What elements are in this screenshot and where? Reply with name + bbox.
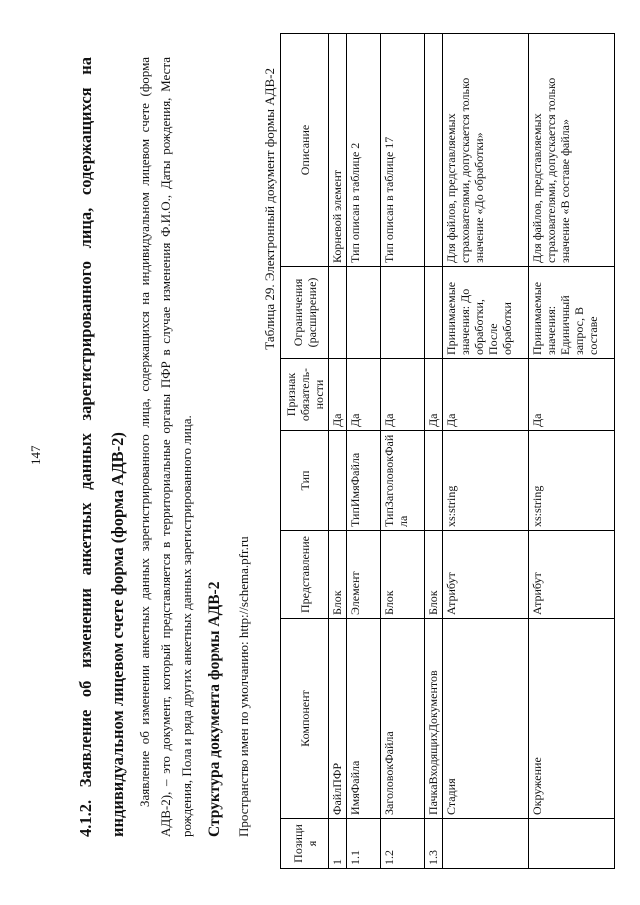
- table-cell: xs:string: [529, 431, 615, 531]
- adv2-structure-table: [280, 33, 615, 869]
- table-cell: Стадия: [443, 619, 529, 819]
- table-cell: Для файлов, представляемых страхователями, допускается только значение «До обработки»: [443, 34, 529, 267]
- table-header-row: [281, 34, 329, 869]
- section-heading: 4.1.2. Заявление об изменении анкетных данных зарегистрированного лица, содержащихся на индивидуальном лицевом счете форма (форма АДВ-2): [76, 57, 127, 837]
- table-cell: Принимаемые значения: Единичный запрос, В составе: [529, 267, 615, 359]
- table-cell: 1.3: [425, 819, 443, 869]
- column-header: Тип: [281, 431, 329, 531]
- table-cell: 1: [329, 819, 347, 869]
- table-row: [425, 34, 443, 869]
- table-cell: [425, 431, 443, 531]
- table-cell: [443, 819, 529, 869]
- table-cell: ЗаголовокФайла: [381, 619, 425, 819]
- table-cell: ПачкаВходящихДокументов: [425, 619, 443, 819]
- table-row: [329, 34, 347, 869]
- structure-heading: Структура документа формы АДВ-2: [206, 581, 223, 837]
- table-cell: Тип описан в таблице 17: [381, 34, 425, 267]
- table-cell: ИмяФайла: [347, 619, 381, 819]
- table-cell: Атрибут: [443, 531, 529, 619]
- column-header: Признак обязатель-ности: [281, 359, 329, 431]
- table-cell: Элемент: [347, 531, 381, 619]
- table-cell: Принимаемые значения: До обработки, После обработки: [443, 267, 529, 359]
- table-cell: Да: [529, 359, 615, 431]
- table-cell: [425, 34, 443, 267]
- namespace-line: Пространство имен по умолчанию: http://schema.pfr.ru: [236, 536, 251, 837]
- column-header: Описание: [281, 34, 329, 267]
- table-cell: Атрибут: [529, 531, 615, 619]
- column-header: Компонент: [281, 619, 329, 819]
- table-cell: Блок: [381, 531, 425, 619]
- table-cell: Да: [347, 359, 381, 431]
- column-header: Позиция: [281, 819, 329, 869]
- table-cell: [329, 267, 347, 359]
- table-cell: ФайлПФР: [329, 619, 347, 819]
- table-cell: [529, 819, 615, 869]
- table-cell: Да: [329, 359, 347, 431]
- table-caption: Таблица 29. Электронный документ формы АДВ-2: [262, 68, 277, 350]
- column-header: Представление: [281, 531, 329, 619]
- table-cell: ТипИмяФайла: [347, 431, 381, 531]
- table-cell: xs:string: [443, 431, 529, 531]
- table-cell: [381, 267, 425, 359]
- table-cell: 1.2: [381, 819, 425, 869]
- table-cell: Да: [443, 359, 529, 431]
- column-header: Ограничения (расширение): [281, 267, 329, 359]
- table-cell: 1.1: [347, 819, 381, 869]
- table-cell: [329, 431, 347, 531]
- table-row: [529, 34, 615, 869]
- table-cell: Для файлов, представляемых страхователями, допускается только значение «В составе файла»: [529, 34, 615, 267]
- table-cell: Окружение: [529, 619, 615, 819]
- table-cell: Блок: [329, 531, 347, 619]
- table-cell: Блок: [425, 531, 443, 619]
- table-cell: Да: [381, 359, 425, 431]
- table-cell: ТипЗаголовокФайла: [381, 431, 425, 531]
- intro-paragraph: Заявление об изменении анкетных данных зарегистрированного лица, содержащихся на индивидуальном лицевом счете (форма АДВ-2), – это документ, который представляется в территориальные органы ПФР в случае изменения Ф.И.О., Даты рождения, Места рождения, Пола и ряда других анкетных данных зарегистрированного лица.: [137, 57, 194, 837]
- table-cell: [425, 267, 443, 359]
- table-cell: Корневой элемент: [329, 34, 347, 267]
- table-row: [381, 34, 425, 869]
- page-number: 147: [28, 445, 43, 465]
- table-row: [347, 34, 381, 869]
- table-row: [443, 34, 529, 869]
- table-cell: Тип описан в таблице 2: [347, 34, 381, 267]
- table-cell: Да: [425, 359, 443, 431]
- table-cell: [347, 267, 381, 359]
